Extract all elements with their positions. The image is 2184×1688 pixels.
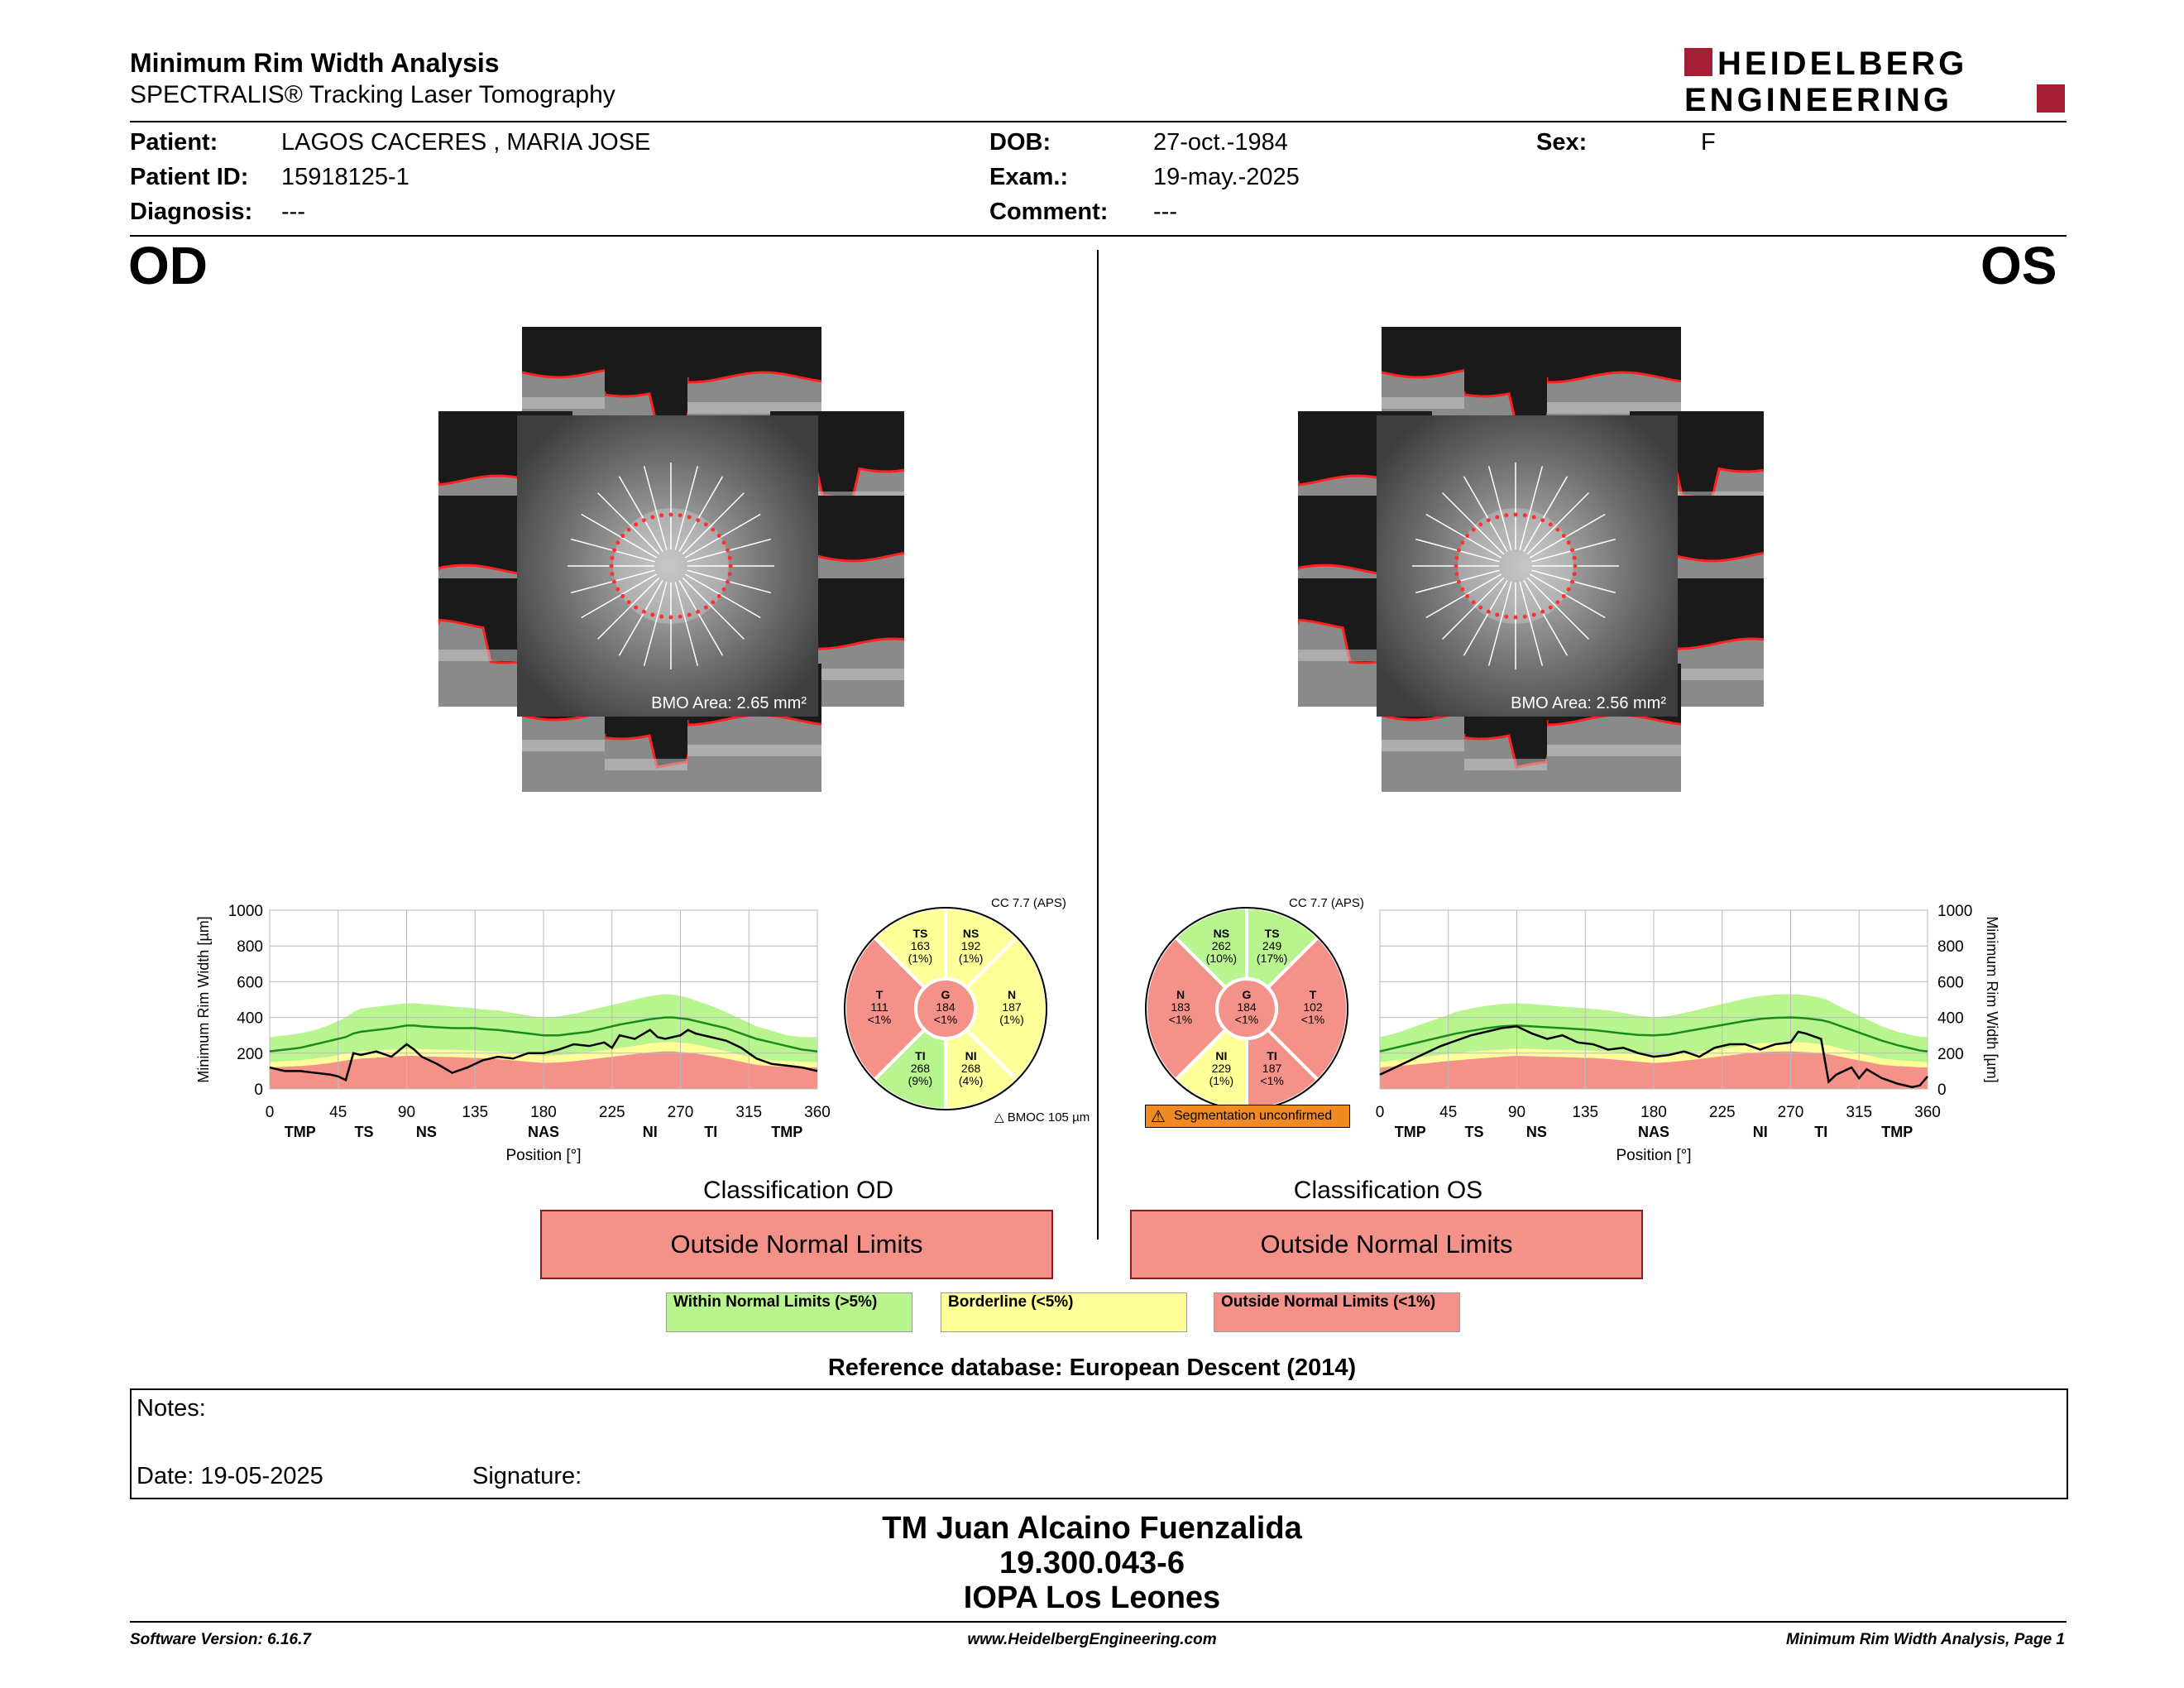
- exam-label: Exam.:: [989, 164, 1069, 190]
- os-bmo-point: [1465, 534, 1469, 538]
- sector-TS-text: (1%): [908, 952, 933, 966]
- sector-TI-text: 268: [910, 1061, 931, 1075]
- od-bmo-point: [722, 540, 726, 544]
- sector-NS-text: (10%): [1205, 952, 1238, 966]
- y-tick-label: 200: [1937, 1045, 1964, 1063]
- os-bmo-point: [1472, 600, 1476, 604]
- os-bmo-point: [1457, 548, 1461, 552]
- exam-value: 19-may.-2025: [1153, 164, 1300, 190]
- od-bmo-point: [729, 564, 733, 568]
- od-bmo-point: [615, 587, 620, 592]
- sector-TS-text: (17%): [1256, 952, 1288, 966]
- sector-TS-text: 249: [1262, 939, 1282, 953]
- reference-database: Reference database: European Descent (2014): [827, 1355, 1357, 1381]
- od-bmo-point: [610, 564, 614, 568]
- logo-text-2: ENGINEERING: [1684, 82, 1953, 117]
- sector-TI-text: TI: [1267, 1048, 1277, 1062]
- x-tick-label: 90: [1507, 1104, 1526, 1121]
- sector-label: TMP: [771, 1124, 803, 1140]
- y-tick-label: 0: [1937, 1081, 1947, 1099]
- os-bmo-point: [1487, 610, 1491, 614]
- sector-TI-text: <1%: [1260, 1073, 1284, 1087]
- sector-G-text: 184: [1237, 1000, 1257, 1014]
- sector-G-text: G: [941, 988, 951, 1001]
- od-bmo-point: [650, 612, 654, 616]
- y-tick-label: 600: [237, 974, 263, 992]
- od-bmo-point: [704, 522, 708, 526]
- diagnosis-value: ---: [281, 199, 305, 225]
- os-bmo-point: [1487, 518, 1491, 522]
- x-tick-label: 45: [329, 1104, 347, 1121]
- sector-N-text: (1%): [999, 1013, 1024, 1026]
- dob-label: DOB:: [989, 129, 1051, 156]
- x-tick-label: 0: [265, 1104, 275, 1121]
- od-bmo-point: [669, 616, 673, 620]
- x-tick-label: 315: [735, 1104, 763, 1121]
- od-bmo-point: [687, 612, 692, 616]
- os-bmo-point: [1523, 513, 1527, 517]
- x-tick-label: 225: [598, 1104, 625, 1121]
- y-axis-label: Minimum Rim Width [µm]: [195, 916, 212, 1083]
- od-cc: CC 7.7 (APS): [991, 896, 1066, 910]
- sector-G-text: <1%: [1234, 1013, 1259, 1026]
- os-bmo-point: [1460, 587, 1464, 592]
- sector-N-text: <1%: [1168, 1013, 1193, 1026]
- od-bmo-point: [704, 606, 708, 610]
- od-bmoc: △ BMOC 105 µm: [994, 1110, 1090, 1125]
- os-mrw-chart: [1365, 898, 2010, 1179]
- website: www.HeidelbergEngineering.com: [967, 1631, 1217, 1648]
- x-tick-label: 360: [804, 1104, 831, 1121]
- x-tick-label: 45: [1439, 1104, 1458, 1121]
- sector-NI-text: 229: [1211, 1061, 1232, 1075]
- sector-TI-text: (9%): [908, 1073, 933, 1087]
- sector-NI-text: (4%): [958, 1073, 984, 1087]
- sector-label: TI: [704, 1124, 718, 1140]
- od-bmo-point: [696, 610, 700, 614]
- logo-text-1: HEIDELBERG: [1717, 46, 1968, 82]
- signer-place: IOPA Los Leones: [963, 1580, 1221, 1615]
- os-bmo-point: [1567, 587, 1571, 592]
- sector-TI-text: TI: [915, 1048, 926, 1062]
- patient-id: 15918125-1: [281, 164, 410, 190]
- od-bmo-point: [642, 610, 646, 614]
- od-bmoc-text: BMOC 105 µm: [1007, 1110, 1090, 1125]
- y-tick-label: 1000: [228, 903, 263, 920]
- sector-label: NS: [1525, 1124, 1547, 1140]
- os-bmo-point: [1514, 513, 1518, 517]
- signer-name: TM Juan Alcaino Fuenzalida: [882, 1511, 1302, 1546]
- sector-label: NI: [642, 1124, 658, 1140]
- os-bmo-point: [1540, 610, 1545, 614]
- od-bmo-point: [722, 587, 726, 592]
- sector-NS-text: 192: [960, 939, 981, 953]
- legend-outside: Outside Normal Limits (<1%): [1214, 1292, 1460, 1332]
- od-bmo-point: [610, 572, 614, 576]
- x-tick-label: 270: [1777, 1104, 1804, 1121]
- sector-TS-text: TS: [912, 927, 928, 941]
- sector-T-text: 111: [870, 1000, 888, 1014]
- od-bmo-point: [728, 556, 732, 560]
- y-tick-label: 800: [237, 938, 263, 957]
- sector-G-text: <1%: [933, 1013, 958, 1026]
- os-bmo-point: [1573, 564, 1578, 568]
- os-bmo-point: [1570, 548, 1574, 552]
- od-bmo-point: [615, 540, 620, 544]
- od-bmo-point: [717, 594, 721, 598]
- os-bmo-point: [1457, 580, 1461, 584]
- page-info: Minimum Rim Width Analysis, Page 1: [1786, 1631, 2065, 1648]
- patient-label: Patient:: [130, 129, 218, 156]
- x-axis-label: Position [°]: [1616, 1147, 1692, 1164]
- legend-borderline: Borderline (<5%): [941, 1292, 1187, 1332]
- os-bmo-point: [1504, 615, 1508, 619]
- os-bmo-point: [1454, 556, 1458, 560]
- od-bmo-point: [610, 556, 614, 560]
- y-tick-label: 400: [1937, 1009, 1964, 1028]
- patient-rule: [130, 235, 2067, 237]
- od-sector-wheel: [842, 905, 1049, 1112]
- os-bmo-point: [1555, 528, 1559, 532]
- x-axis-label: Position [°]: [505, 1147, 582, 1164]
- os-label: OS: [1980, 236, 2057, 295]
- software-version: Software Version: 6.16.7: [130, 1631, 311, 1648]
- os-bmo-point: [1454, 572, 1458, 576]
- od-bmo-point: [612, 580, 616, 584]
- sector-NI-text: 268: [960, 1061, 981, 1075]
- patient-id-label: Patient ID:: [130, 164, 249, 190]
- sector-TS-text: TS: [1264, 927, 1280, 941]
- os-bmo-point: [1472, 528, 1476, 532]
- comment-value: ---: [1153, 199, 1177, 225]
- sector-label: TMP: [1394, 1124, 1426, 1140]
- os-bmo-point: [1540, 518, 1545, 522]
- sector-N-text: N: [1176, 988, 1185, 1001]
- header-rule: [130, 121, 2067, 122]
- od-bmo-point: [669, 513, 673, 517]
- sector-T-text: T: [1309, 988, 1317, 1001]
- sector-NS-text: NS: [962, 927, 979, 941]
- od-bmo-point: [627, 600, 631, 604]
- sector-T-text: <1%: [1300, 1013, 1325, 1026]
- sector-NI-text: NI: [965, 1048, 977, 1062]
- od-bmo-point: [678, 513, 682, 517]
- os-cc: CC 7.7 (APS): [1289, 896, 1364, 910]
- sector-label: TMP: [1881, 1124, 1913, 1140]
- sector-T-text: 102: [1303, 1000, 1323, 1014]
- x-tick-label: 360: [1914, 1104, 1941, 1121]
- os-bmo-point: [1573, 556, 1577, 560]
- legend-within: Within Normal Limits (>5%): [666, 1292, 912, 1332]
- od-bmo-area: BMO Area: 2.65 mm²: [651, 694, 807, 712]
- os-bmo-area: BMO Area: 2.56 mm²: [1511, 694, 1666, 712]
- od-classification-box: Outside Normal Limits: [540, 1210, 1053, 1279]
- warning-icon: ⚠: [1151, 1107, 1166, 1126]
- report-title: Minimum Rim Width Analysis: [130, 48, 500, 78]
- sector-T-text: <1%: [867, 1013, 892, 1026]
- od-bmo-point: [620, 534, 625, 538]
- heidelberg-logo: [1684, 43, 2065, 117]
- notes-signature: Signature:: [472, 1463, 582, 1489]
- x-tick-label: 0: [1375, 1104, 1385, 1121]
- os-bmo-point: [1478, 522, 1482, 526]
- os-bmo-point: [1495, 612, 1499, 616]
- os-bmo-point: [1495, 516, 1499, 520]
- y-tick-label: 0: [254, 1081, 263, 1099]
- sector-NS-text: NS: [1213, 927, 1230, 941]
- os-bmo-point: [1549, 522, 1553, 526]
- os-classification-box: Outside Normal Limits: [1130, 1210, 1643, 1279]
- sector-label: NAS: [1637, 1124, 1670, 1140]
- os-bmo-point: [1460, 540, 1464, 544]
- od-bmo-point: [711, 600, 715, 604]
- os-bmo-point: [1504, 513, 1508, 517]
- od-bmo-point: [634, 522, 638, 526]
- notes-box: [130, 1388, 2068, 1499]
- x-tick-label: 180: [1640, 1104, 1667, 1121]
- sector-label: TS: [1464, 1124, 1484, 1140]
- sex-label: Sex:: [1536, 129, 1588, 156]
- os-bmo-point: [1549, 606, 1553, 610]
- od-bmo-point: [711, 528, 715, 532]
- sector-N-text: N: [1007, 988, 1017, 1001]
- sector-label: NI: [1752, 1124, 1768, 1140]
- sector-TI-text: 187: [1262, 1061, 1282, 1075]
- notes-label: Notes:: [136, 1395, 206, 1422]
- os-fundus-image: [1377, 415, 1678, 717]
- od-classification-title: Classification OD: [702, 1177, 894, 1204]
- os-bmo-point: [1523, 615, 1527, 619]
- comment-label: Comment:: [989, 199, 1109, 225]
- os-classification-title: Classification OS: [1293, 1177, 1483, 1204]
- diagnosis-label: Diagnosis:: [130, 199, 253, 225]
- os-bmo-point: [1573, 572, 1577, 576]
- os-bmo-point: [1532, 612, 1536, 616]
- sex-value: F: [1701, 129, 1716, 156]
- sector-label: TMP: [284, 1124, 316, 1140]
- od-label: OD: [128, 236, 208, 295]
- sector-NI-text: (1%): [1209, 1073, 1234, 1087]
- os-bmo-point: [1562, 594, 1566, 598]
- sector-G-text: G: [1242, 988, 1252, 1001]
- y-tick-label: 800: [1937, 938, 1964, 957]
- os-warning-text: Segmentation unconfirmed: [1173, 1109, 1333, 1123]
- dob-value: 27-oct.-1984: [1153, 129, 1288, 156]
- os-bmo-point: [1567, 540, 1571, 544]
- od-bmo-point: [612, 548, 616, 552]
- od-bmo-point: [642, 518, 646, 522]
- od-bmo-point: [726, 548, 730, 552]
- sector-T-text: T: [875, 988, 884, 1001]
- od-bmo-point: [650, 516, 654, 520]
- y-axis-label: Minimum Rim Width [µm]: [1984, 916, 2000, 1083]
- od-bmo-point: [717, 534, 721, 538]
- y-tick-label: 1000: [1937, 903, 1973, 920]
- od-bmo-point: [620, 594, 625, 598]
- x-tick-label: 135: [462, 1104, 489, 1121]
- sector-N-text: 187: [1002, 1000, 1022, 1014]
- od-fundus-image: [517, 415, 818, 717]
- x-tick-label: 180: [530, 1104, 557, 1121]
- od-bmo-point: [678, 615, 682, 619]
- sector-NI-text: NI: [1215, 1048, 1228, 1062]
- os-bmo-point: [1478, 606, 1482, 610]
- y-tick-label: 400: [237, 1009, 263, 1028]
- x-tick-label: 225: [1708, 1104, 1736, 1121]
- sector-NS-text: 262: [1211, 939, 1232, 953]
- od-bmo-point: [634, 606, 638, 610]
- od-bmo-point: [696, 518, 700, 522]
- os-bmo-point: [1454, 564, 1458, 568]
- y-tick-label: 200: [237, 1045, 263, 1063]
- x-tick-label: 270: [667, 1104, 694, 1121]
- os-bmo-point: [1555, 600, 1559, 604]
- sector-label: NS: [415, 1124, 437, 1140]
- os-bmo-point: [1514, 616, 1518, 620]
- sector-label: NAS: [527, 1124, 560, 1140]
- patient-name: LAGOS CACERES , MARIA JOSE: [281, 129, 651, 156]
- sector-label: TS: [354, 1124, 374, 1140]
- od-bmo-point: [627, 528, 631, 532]
- y-tick-label: 600: [1937, 974, 1964, 992]
- sector-G-text: 184: [936, 1000, 956, 1014]
- od-bmo-point: [659, 513, 663, 517]
- x-tick-label: 315: [1846, 1104, 1873, 1121]
- os-bmo-point: [1570, 580, 1574, 584]
- sector-N-text: 183: [1171, 1000, 1190, 1014]
- report-subtitle: SPECTRALIS® Tracking Laser Tomography: [130, 81, 615, 108]
- os-bmo-point: [1562, 534, 1566, 538]
- os-bmo-point: [1465, 594, 1469, 598]
- notes-date: Date: 19-05-2025: [136, 1463, 323, 1489]
- os-sector-wheel: [1143, 905, 1350, 1112]
- os-bmo-point: [1532, 516, 1536, 520]
- sector-NS-text: (1%): [958, 952, 984, 966]
- od-mrw-chart: [190, 898, 836, 1179]
- od-bmo-point: [687, 516, 692, 520]
- x-tick-label: 90: [397, 1104, 416, 1121]
- signer-id: 19.300.043-6: [999, 1546, 1185, 1580]
- sector-label: TI: [1814, 1124, 1828, 1140]
- od-bmo-point: [726, 580, 730, 584]
- x-tick-label: 135: [1572, 1104, 1599, 1121]
- footer-rule: [130, 1621, 2067, 1623]
- eye-divider: [1097, 250, 1099, 1240]
- od-bmo-point: [659, 615, 663, 619]
- sector-TS-text: 163: [910, 939, 931, 953]
- od-bmo-point: [728, 572, 732, 576]
- os-segmentation-warning: [1145, 1105, 1350, 1128]
